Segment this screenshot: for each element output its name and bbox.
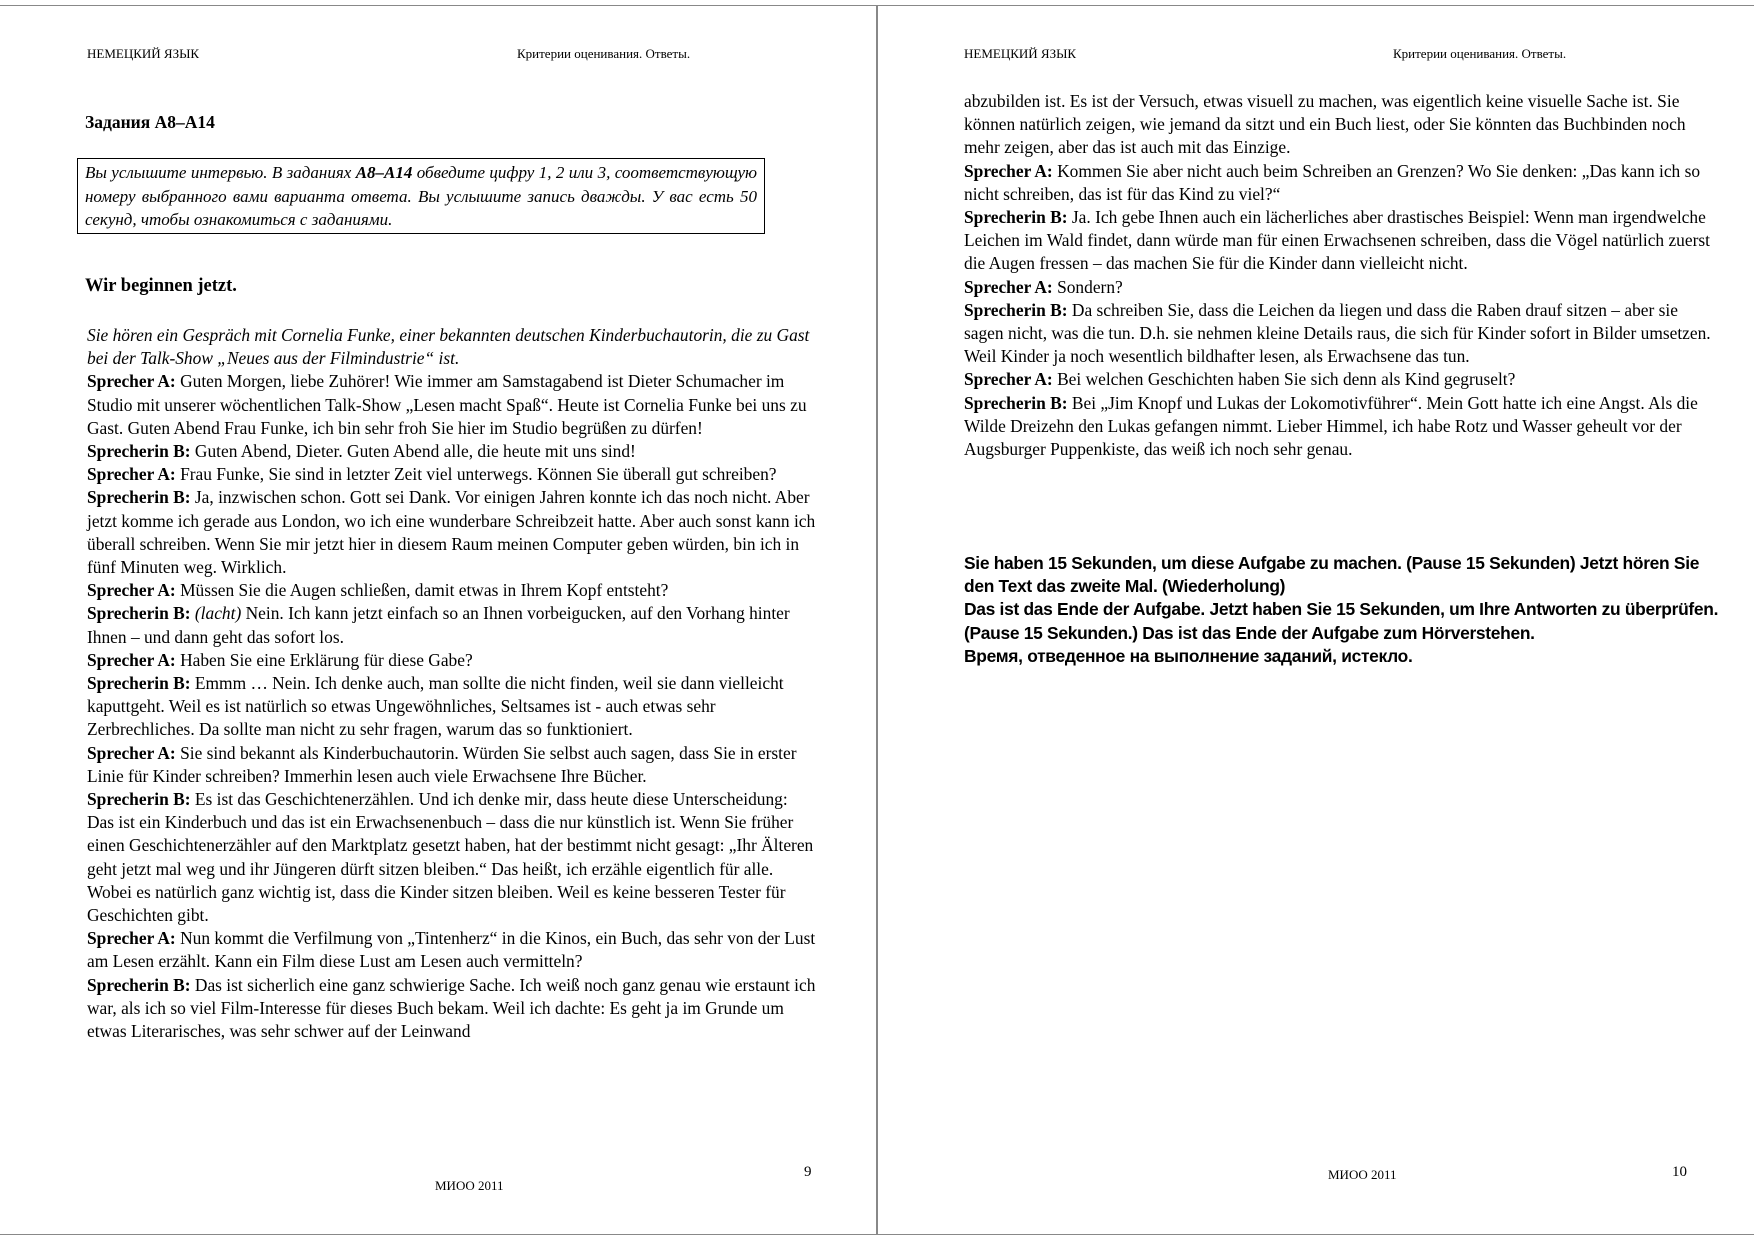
speaker-label: Sprecher A: xyxy=(964,369,1053,390)
speaker-label: Sprecher A: xyxy=(87,371,176,392)
speech-text: Nein. Ich kann jetzt einfach so an Ihnen vorbeigucken, auf den Vorhang hinter Ihnen – und dann geht das sofort los. xyxy=(87,603,790,647)
speech-text: Guten Morgen, liebe Zuhörer! Wie immer am Samstagabend ist Dieter Schumacher im Studio mit unserer wöchentlichen Talk-Show „Lesen macht Spaß“. Heute ist Cornelia Funke bei uns zu Gast. Guten Abend Frau Funke, ich bin sehr froh Sie hier im Studio begrüßen zu dürfen! xyxy=(87,371,807,438)
dialogue-line xyxy=(87,579,817,602)
speech-text: Guten Abend, Dieter. Guten Abend alle, die heute mit uns sind! xyxy=(190,441,636,462)
page-right xyxy=(877,5,1754,1235)
task-title: Задания А8–А14 xyxy=(85,112,215,132)
header-section: Критерии оценивания. Ответы. xyxy=(1393,46,1567,61)
speaker-label: Sprecherin B: xyxy=(964,392,1068,413)
speaker-label: Sprecher A: xyxy=(964,160,1053,181)
speech-text: Sondern? xyxy=(1052,276,1123,297)
speech-text: Ja. Ich gebe Ihnen auch ein lächerliches aber drastisches Beispiel: Wenn man irgendwelche Leichen im Wald findet, dann würde man für einen Erwachsenen schreiben, dass die Vögel natürlich zuerst die Augen fressen – das machen Sie für die Kinder dann vielleicht nicht. xyxy=(964,207,1710,274)
speaker-label: Sprecherin B: xyxy=(87,487,191,508)
stage-note: (lacht) xyxy=(190,603,242,624)
intro-text: Sie hören ein Gespräch mit Cornelia Funke, einer bekannten deutschen Kinderbuchautorin, die zu Gast bei der Talk-Show „Neues aus der Filmindustrie“ ist. xyxy=(87,325,810,369)
speaker-label: Sprecherin B: xyxy=(964,207,1068,228)
dialogue-line xyxy=(964,160,1716,206)
speaker-label: Sprecher A: xyxy=(964,276,1053,297)
instruction-suffix: обведите цифру 1, 2 или 3, соответствующую номеру выбранного вами варианта ответа. Вы услышите запись дважды. У вас есть 50 секунд, чтобы ознакомиться с заданиями. xyxy=(85,163,757,229)
instruction-bold: A8–A14 xyxy=(355,163,413,182)
transcript-right xyxy=(964,90,1716,461)
dialogue-line xyxy=(87,440,817,463)
dialogue-line xyxy=(87,463,817,486)
dialogue-line xyxy=(964,276,1716,299)
dialogue-line xyxy=(87,788,817,927)
header-subject: НЕМЕЦКИЙ ЯЗЫК xyxy=(964,46,1077,61)
dialogue-line xyxy=(87,486,817,579)
speech-text: Sie sind bekannt als Kinderbuchautorin. Würden Sie selbst auch sagen, dass Sie in erster Linie für Kinder schreiben? Immerhin lesen auch viele Erwachsene Ihre Bücher. xyxy=(87,742,797,786)
page-number: 10 xyxy=(1672,1164,1687,1180)
speaker-label: Sprecherin B: xyxy=(87,974,191,995)
dialogue-line xyxy=(87,927,817,973)
page-number: 9 xyxy=(804,1164,812,1180)
dialogue-line xyxy=(964,368,1716,391)
dialogue-line xyxy=(87,974,817,1044)
speaker-label: Sprecherin B: xyxy=(87,789,191,810)
speech-text: Bei welchen Geschichten haben Sie sich denn als Kind gegruselt? xyxy=(1052,369,1516,390)
speaker-label: Sprecherin B: xyxy=(964,299,1068,320)
speaker-label: Sprecherin B: xyxy=(87,603,191,624)
speech-text: Da schreiben Sie, dass die Leichen da liegen und dass die Raben drauf sitzen – aber sie sagen nicht, was die tun. D.h. sie nehmen kleine Details raus, die sich für Kinder sofort in Bilder umsetzen. Weil Kinder ja noch wesentlich bildhafter lesen, als Erwachsene das tun. xyxy=(964,299,1711,367)
footer: МИОО 2011 xyxy=(435,1178,504,1193)
start-heading: Wir beginnen jetzt. xyxy=(85,276,237,296)
speech-text: Ja, inzwischen schon. Gott sei Dank. Vor einigen Jahren konnte ich das noch nicht. Aber jetzt komme ich gerade aus London, wo ich eine wunderbare Schreibzeit hatte. Aber auch sonst kann ich überall schreiben. Wenn Sie mir jetzt hier in diesem Raum meinen Computer geben würden, bin ich in fünf Minuten weg. Wirklich. xyxy=(87,487,816,578)
speech-text: Emmm … Nein. Ich denke auch, man sollte die nicht finden, weil sie dann vielleicht kaputtgeht. Weil es ist natürlich so etwas Ungewöhnliches, Seltsames ist - auch etwas sehr Zerbrechliches. Da sollte man nicht zu sehr fragen, warum das so funktioniert. xyxy=(87,673,784,740)
transcript-left xyxy=(87,324,817,1043)
dialogue-line xyxy=(87,649,817,672)
dialogue-list xyxy=(964,160,1716,462)
footer: МИОО 2011 xyxy=(1328,1167,1397,1182)
speech-text: Das ist sicherlich eine ganz schwierige Sache. Ich weiß noch ganz genau wie erstaunt ich war, als ich so viel Film-Interesse für dieses Buch bekam. Weil ich dachte: Es geht ja im Grunde um etwas Literarisches, was sehr schwer auf der Leinwand xyxy=(87,974,816,1042)
dialogue-line xyxy=(87,672,817,742)
speaker-label: Sprecherin B: xyxy=(87,673,191,694)
closing-text-1: Sie haben 15 Sekunden, um diese Aufgabe zu machen. (Pause 15 Sekunden) Jetzt hören Sie den Text das zweite Mal. (Wiederholung) xyxy=(964,553,1700,597)
speaker-label: Sprecher A: xyxy=(87,928,176,949)
speech-text: Nun kommt die Verfilmung von „Tintenherz“ in die Kinos, ein Buch, das sehr von der Lust am Lesen erzählt. Kann ein Film diese Lust am Lesen auch vermitteln? xyxy=(87,928,816,972)
speech-text: Bei „Jim Knopf und Lukas der Lokomotivführer“. Mein Gott hatte ich eine Angst. Als die Wilde Dreizehn den Lukas gefangen nimmt. Lieber Himmel, ich habe Rotz und Wasser geheult vor der Augsburger Puppenkiste, das weiß ich noch sehr genau. xyxy=(964,392,1698,460)
closing-instructions xyxy=(964,552,1724,668)
closing-text-3: Время, отведенное на выполнение заданий, истекло. xyxy=(964,645,1413,666)
speaker-label: Sprecher A: xyxy=(87,649,176,670)
speaker-label: Sprecher A: xyxy=(87,742,176,763)
page-left xyxy=(0,5,877,1235)
dialogue-line xyxy=(87,742,817,788)
dialogue-list xyxy=(87,370,817,1043)
speech-text: Müssen Sie die Augen schließen, damit etwas in Ihrem Kopf entsteht? xyxy=(175,580,669,601)
speaker-label: Sprecherin B: xyxy=(87,441,191,462)
dialogue-line xyxy=(964,392,1716,462)
task-instruction-box xyxy=(77,158,765,234)
speech-text: Haben Sie eine Erklärung für diese Gabe? xyxy=(175,649,473,670)
dialogue-line xyxy=(87,370,817,440)
closing-text-2: Das ist das Ende der Aufgabe. Jetzt haben Sie 15 Sekunden, um Ihre Antworten zu überprüfen. (Pause 15 Sekunden.) Das ist das Ende der Aufgabe zum Hörverstehen. xyxy=(964,599,1719,643)
header-section: Критерии оценивания. Ответы. xyxy=(517,46,691,61)
instruction-prefix: Вы услышите интервью. В заданиях xyxy=(85,163,356,182)
speech-text: Es ist das Geschichtenerzählen. Und ich denke mir, dass heute diese Unterscheidung: Das ist ein Kinderbuch und das ist ein Erwachsenenbuch – dass die nur künstlich ist. Wenn Sie früher einen Geschichtenerzähler auf den Marktplatz gesetzt haben, hat der bestimmt nicht gesagt: „Ihr Älteren geht jetzt mal weg und ihr Jüngeren dürft sitzen bleiben.“ Das heißt, ich erzähle eigentlich für alle. Wobei es natürlich ganz wichtig ist, dass die Kinder sitzen bleiben. Weil es keine besseren Tester für Geschichten gibt. xyxy=(87,789,814,926)
speech-text: Kommen Sie aber nicht auch beim Schreiben an Grenzen? Wo Sie denken: „Das kann ich so nicht schreiben, das ist für das Kind zu viel?“ xyxy=(964,160,1701,204)
dialogue-line xyxy=(964,299,1716,369)
header-subject: НЕМЕЦКИЙ ЯЗЫК xyxy=(87,46,200,61)
dialogue-line xyxy=(964,206,1716,276)
speaker-label: Sprecher A: xyxy=(87,464,176,485)
continuation-text: abzubilden ist. Es ist der Versuch, etwas visuell zu machen, was eigentlich keine visuelle Sache ist. Sie können natürlich zeigen, wie jemand da sitzt und ein Buch liest, oder Sie könnten das Buchbinden noch mehr zeigen, aber das ist auch mit das Einzige. xyxy=(964,91,1686,158)
dialogue-line xyxy=(87,602,817,648)
speaker-label: Sprecher A: xyxy=(87,580,176,601)
speech-text: Frau Funke, Sie sind in letzter Zeit viel unterwegs. Können Sie überall gut schreiben? xyxy=(175,464,777,485)
